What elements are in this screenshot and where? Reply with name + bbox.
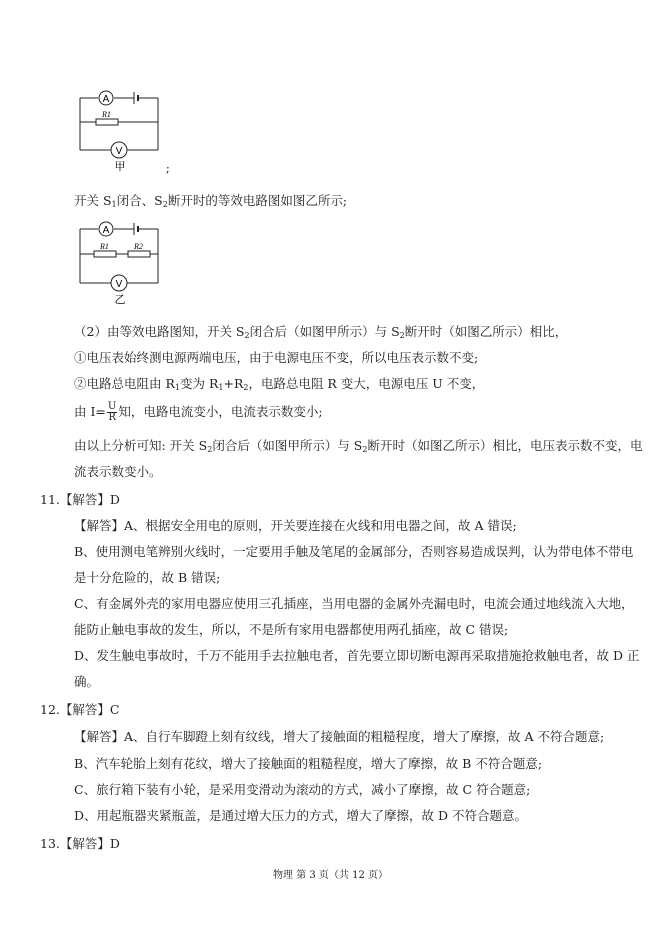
resistor2-label: R2 [134, 242, 143, 251]
answer-line: 确。 [74, 674, 100, 689]
ammeter-label: A [102, 225, 110, 236]
question-12-header: 12.【解答】C [40, 702, 120, 717]
answer-line: B、使用测电笔辨别火线时，一定要用手触及笔尾的金属部分，否则容易造成误判，认为带电体不带电 [74, 544, 634, 559]
voltmeter-label: V [115, 146, 123, 157]
answer-line: C、有金属外壳的家用电器应使用三孔插座，当用电器的金属外壳漏电时，电流会通过地线流入大地， [74, 596, 634, 611]
page-footer: 物理 第 3 页（共 12 页） [273, 870, 388, 881]
answer-line: 【解答】A、自行车脚蹬上刻有纹线，增大了接触面的粗糙程度，增大了摩擦，故 A 不符合题意; [74, 729, 605, 744]
question-11-header: 11.【解答】D [40, 492, 120, 507]
text-line: ①电压表始终测电源两端电压，由于电源电压不变，所以电压表示数不变; [74, 350, 479, 365]
answer-line: 能防止触电事故的发生，所以，不是所有家用电器都使用两孔插座，故 C 错误; [74, 622, 509, 637]
text-line: 流表示数变小。 [74, 464, 162, 479]
text-line: ②电路总电阻由 $R_1$变为 $R_1+R_2$，电路总电阻 R 变大，电源电压 U 不变， [74, 376, 485, 392]
answer-line: 是十分危险的，故 B 错误; [74, 570, 221, 585]
resistor-label: R1 [102, 110, 111, 119]
circuit-diagram-jia [74, 88, 184, 178]
circuit-diagram-yi [74, 221, 184, 311]
question-13-header: 13.【解答】D [40, 836, 120, 851]
answer-line: 【解答】A、根据安全用电的原则，开关要连接在火线和用电器之间，故 A 错误; [74, 518, 517, 533]
answer-line: D、发生触电事故时，千万不能用手去拉触电者，首先要立即切断电源再采取措施抢救触电者，故 D 正 [74, 648, 640, 663]
text-line: 由以上分析可知: 开关 $S_2$闭合后（如图甲所示）与 $S_2$断开时（如图乙所示）相比，电压表示数不变，电 [74, 438, 643, 454]
text-line: （2）由等效电路图知，开关 $S_2$闭合后（如图甲所示）与 $S_2$断开时（如图乙所示）相比， [74, 324, 568, 340]
text-line: 由 I= $\frac{U}{R}$ 知，电路电流变小，电流表示数变小; [74, 401, 323, 423]
resistor1-label: R1 [100, 242, 109, 251]
text-line: 开关 $S_1$闭合、$S_2$断开时的等效电路图如图乙所示; [74, 193, 348, 209]
answer-line: C、旅行箱下装有小轮，是采用变滑动为滚动的方式，减小了摩擦，故 C 符合题意; [74, 782, 531, 797]
voltmeter-label: V [115, 279, 123, 290]
diagram-caption: 甲 [114, 160, 126, 173]
fraction: $\frac{U}{R}$ [107, 401, 117, 423]
answer-line: D、用起瓶器夹紧瓶盖，是通过增大压力的方式，增大了摩擦，故 D 不符合题意。 [74, 808, 527, 823]
answer-line: B、汽车轮胎上刻有花纹，增大了接触面的粗糙程度，增大了摩擦，故 B 不符合题意; [74, 756, 543, 771]
diagram-trailing-mark: ; [166, 162, 170, 175]
ammeter-label: A [102, 94, 110, 105]
diagram-caption: 乙 [114, 293, 126, 306]
